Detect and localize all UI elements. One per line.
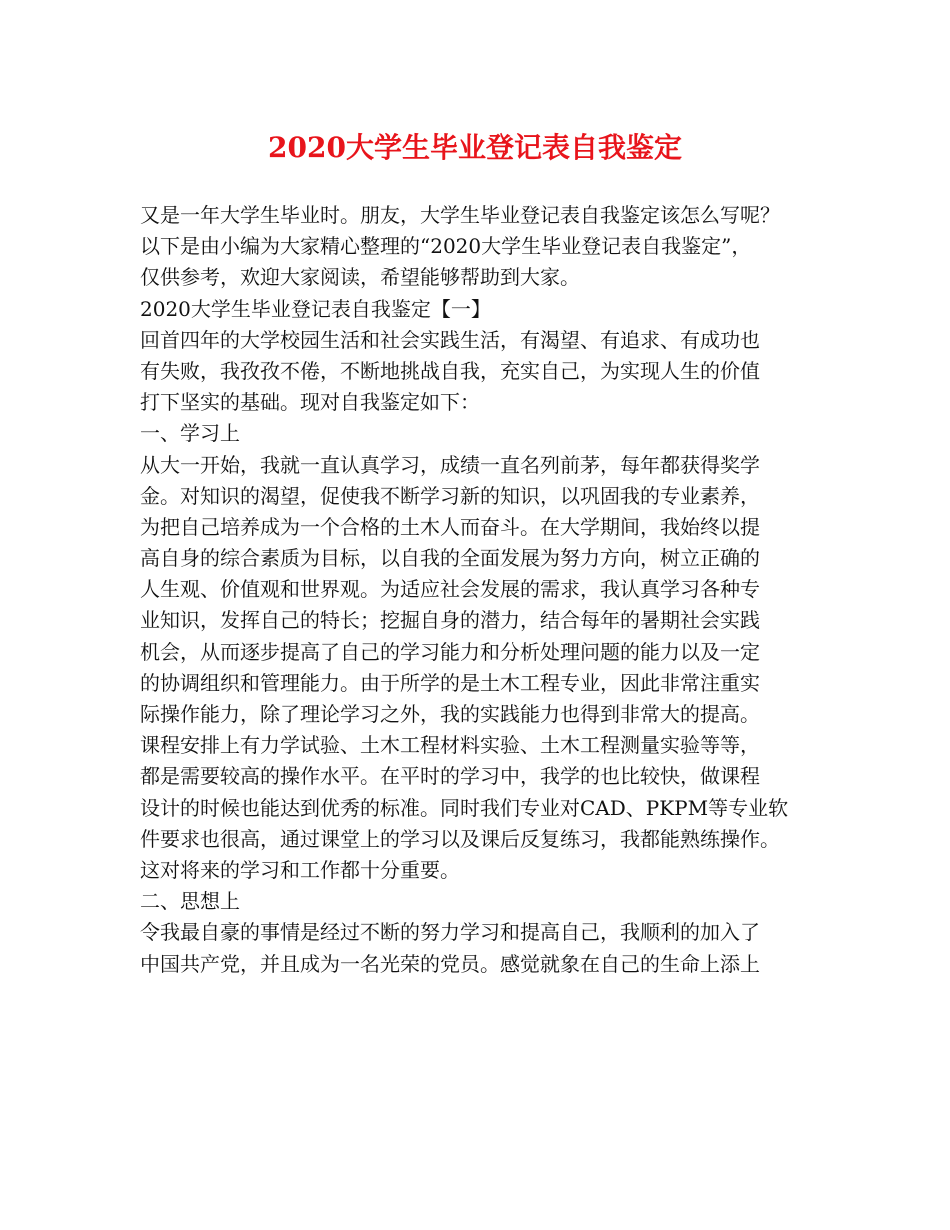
body-line: 高自身的综合素质为目标，以自我的全面发展为努力方向，树立正确的 <box>140 546 760 571</box>
body-line: 中国共产党，并且成为一名光荣的党员。感觉就象在自己的生命上添上 <box>140 951 760 976</box>
body-line: 际操作能力，除了理论学习之外，我的实践能力也得到非常大的提高。 <box>140 702 760 726</box>
body-line: 有失败，我孜孜不倦，不断地挑战自我，充实自己，为实现人生的价值 <box>140 358 760 383</box>
body-line: 都是需要较高的操作水平。在平时的学习中，我学的也比较快，做课程 <box>140 764 760 789</box>
body-line: 设计的时候也能达到优秀的标准。同时我们专业对CAD、PKPM等专业软 <box>140 795 789 820</box>
body-line: 从大一开始，我就一直认真学习，成绩一直名列前茅，每年都获得奖学 <box>140 452 760 477</box>
body-line: 机会，从而逐步提高了自己的学习能力和分析处理问题的能力以及一定 <box>140 639 760 664</box>
body-line: 回首四年的大学校园生活和社会实践生活，有渴望、有追求、有成功也 <box>140 327 760 352</box>
body-line: 为把自己培养成为一个合格的土木人而奋斗。在大学期间，我始终以提 <box>140 514 760 539</box>
body-line: 又是一年大学生毕业时。朋友，大学生毕业登记表自我鉴定该怎么写呢？ <box>140 203 780 227</box>
body-line: 金。对知识的渴望，促使我不断学习新的知识，以巩固我的专业素养， <box>140 483 760 508</box>
section-heading: 一、学习上 <box>140 421 240 446</box>
section-heading: 2020大学生毕业登记表自我鉴定【一】 <box>140 296 491 321</box>
body-line: 打下坚实的基础。现对自我鉴定如下： <box>140 390 480 415</box>
body-line: 仅供参考，欢迎大家阅读，希望能够帮助到大家。 <box>140 265 580 290</box>
body-line: 的协调组织和管理能力。由于所学的是土木工程专业，因此非常注重实 <box>140 670 760 695</box>
body-line: 课程安排上有力学试验、土木工程材料实验、土木工程测量实验等等， <box>140 733 760 758</box>
body-line: 这对将来的学习和工作都十分重要。 <box>140 857 460 882</box>
document-body <box>140 200 820 980</box>
document-title: 2020大学生毕业登记表自我鉴定 <box>268 131 682 164</box>
body-line: 件要求也很高，通过课堂上的学习以及课后反复练习，我都能熟练操作。 <box>140 826 780 851</box>
body-line: 令我最自豪的事情是经过不断的努力学习和提高自己，我顺利的加入了 <box>140 920 760 945</box>
section-heading: 二、思想上 <box>140 889 240 914</box>
body-line: 人生观、价值观和世界观。为适应社会发展的需求，我认真学习各种专 <box>140 577 760 602</box>
body-line: 业知识，发挥自己的特长；挖掘自身的潜力，结合每年的暑期社会实践 <box>140 608 760 633</box>
body-line: 以下是由小编为大家精心整理的“2020大学生毕业登记表自我鉴定”， <box>140 234 752 259</box>
